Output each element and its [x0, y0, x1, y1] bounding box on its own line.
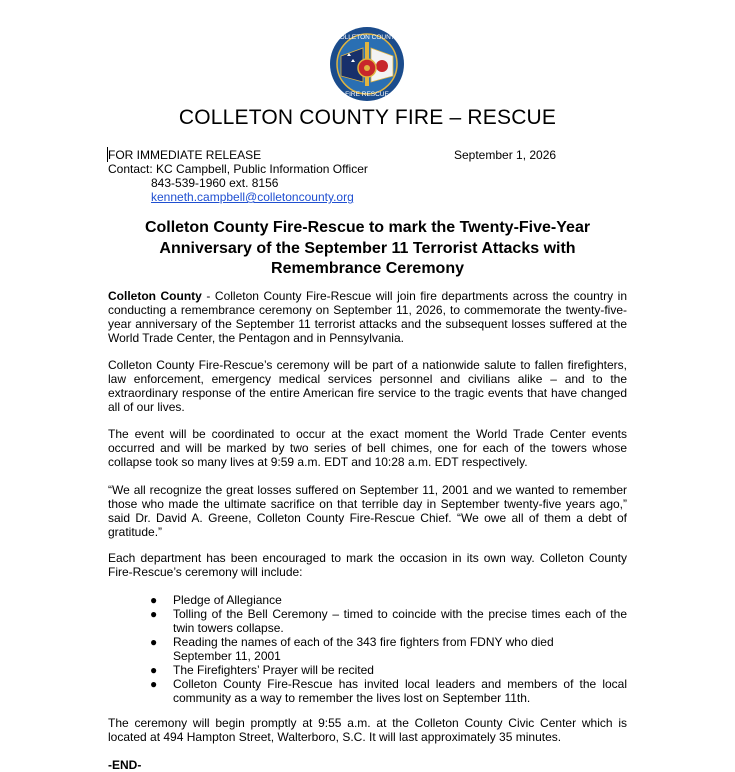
- paragraph-text: Colleton County Fire-Rescue’s ceremony will be part of a nationwide salute to fallen firefighters, law enforcement, emergency medical services personnel and civilians alike – and to the extraordinary response of the entire American fire service to the tragic events that have changed all of our lives.: [108, 358, 627, 414]
- agency-title: COLLETON COUNTY FIRE – RESCUE: [178, 106, 557, 129]
- list-item: [150, 635, 627, 663]
- list-item-text: September 11, 2001: [173, 649, 281, 663]
- release-date: September 1, 2026: [454, 148, 557, 162]
- paragraph-intro: [108, 289, 627, 345]
- end-mark: -END-: [108, 758, 142, 772]
- bullet-icon: ●: [150, 607, 158, 621]
- contact-phone: 843-539-1960 ext. 8156: [151, 176, 279, 190]
- bullet-icon: ●: [150, 593, 158, 607]
- contact-line: Contact: KC Campbell, Public Information Officer: [108, 162, 368, 176]
- paragraph-ceremony-intro: [108, 551, 627, 579]
- paragraph-text: “We all recognize the great losses suffered on September 11, 2001 and we wanted to remember those who made the ultimate sacrifice on that terrible day in September twenty-five years ago,” said Dr. David A. Greene, Colleton County Fire-Rescue Chief. “We owe all of them a debt of gratitude.”: [108, 483, 627, 539]
- list-item-text: Pledge of Allegiance: [173, 593, 282, 607]
- list-item-text: Tolling of the Bell Ceremony – timed to coincide with the precise times each of the twin towers collapse.: [173, 607, 627, 635]
- list-item-text: Reading the names of each of the 343 fire fighters from FDNY who died: [173, 635, 554, 649]
- paragraph-text: The ceremony will begin promptly at 9:55 a.m. at the Colleton County Civic Center which is located at 494 Hampton Street, Walterboro, S.C. It will last approximately 35 minutes.: [108, 716, 627, 744]
- bullet-icon: ●: [150, 663, 158, 677]
- list-item: [150, 607, 627, 635]
- list-item: [150, 593, 627, 607]
- fire-rescue-badge-icon: [329, 26, 405, 102]
- paragraph-text: The event will be coordinated to occur at the exact moment the World Trade Center events occurred and will be marked by two series of bell chimes, one for each of the towers whose collapse took so many lives at 9:59 a.m. EDT and 10:28 a.m. EDT respectively.: [108, 427, 627, 469]
- headline: [108, 218, 627, 280]
- headline-line: Remembrance Ceremony: [271, 260, 464, 277]
- release-label: FOR IMMEDIATE RELEASE: [108, 148, 262, 162]
- list-item: [150, 677, 627, 705]
- dateline: Colleton County: [108, 289, 202, 303]
- bullet-icon: ●: [150, 635, 158, 649]
- paragraph-chief-quote: [108, 483, 627, 539]
- headline-line: Anniversary of the September 11 Terrorist Attacks with: [159, 239, 576, 257]
- bullet-icon: ●: [150, 677, 158, 691]
- ceremony-list: [150, 593, 627, 705]
- paragraph-salute: [108, 358, 627, 414]
- svg-text:FIRE RESCUE: FIRE RESCUE: [345, 91, 389, 98]
- paragraph-text: Each department has been encouraged to mark the occasion in its own way. Colleton County Fire-Rescue’s ceremony will include:: [108, 551, 627, 579]
- headline-line: Colleton County Fire-Rescue to mark the Twenty-Five-Year: [144, 219, 591, 236]
- paragraph-logistics: [108, 716, 627, 744]
- paragraph-bell-chimes: [108, 427, 627, 469]
- list-item-text: The Firefighters’ Prayer will be recited: [173, 663, 374, 677]
- contact-email-link[interactable]: kenneth.campbell@colletoncounty.org: [151, 190, 354, 204]
- svg-text:COLLETON COUNTY: COLLETON COUNTY: [334, 34, 400, 41]
- list-item-text: Colleton County Fire-Rescue has invited local leaders and members of the local community as a way to remember the lives lost on September 11th.: [173, 677, 627, 705]
- list-item: [150, 663, 627, 677]
- intro-text: - Colleton County Fire-Rescue will join fire departments across the country in conducting a remembrance ceremony on September 11, 2026, to commemorate the twenty-five-year anniversary of the September 11 terrorist attacks and the subsequent losses suffered at the World Trade Center, the Pentagon and in Pennsylvania.: [108, 289, 628, 345]
